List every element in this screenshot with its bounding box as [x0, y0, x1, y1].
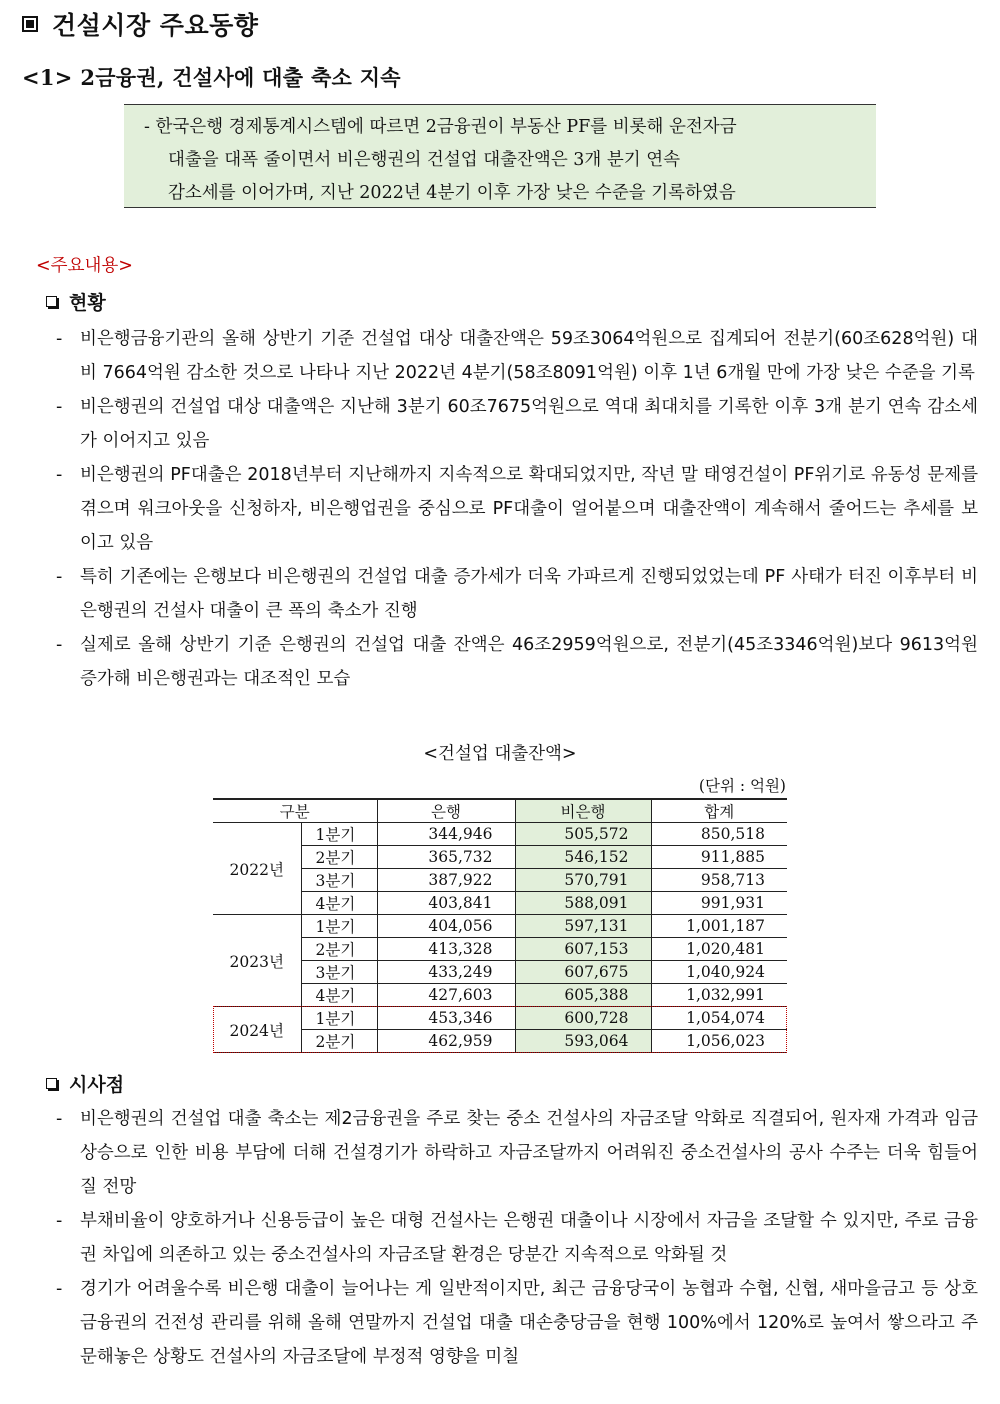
- quarter-cell: 4분기: [301, 984, 377, 1007]
- summary-line: - 한국은행 경제통계시스템에 따르면 2금융권이 부동산 PF를 비롯해 운전자금: [144, 117, 737, 137]
- bullet-text: 비은행권의 건설업 대출 축소는 제2금융권을 주로 찾는 중소 건설사의 자금조달 악화로 직결되어, 원자재 가격과 임금 상승으로 인한 비용 부담에 더해 건설경기가 하락하고 자금조달까지 어려워진 중소건설사의 공사 수주는 더욱 힘들어질 전망: [80, 1109, 978, 1197]
- quarter-cell: 1분기: [301, 823, 377, 846]
- bullet-text: 비은행권의 건설업 대상 대출액은 지난해 3분기 60조7675억원으로 역대 최대치를 기록한 이후 3개 분기 연속 감소세가 이어지고 있음: [80, 397, 978, 451]
- nonbank-cell: 607,675: [515, 961, 651, 984]
- filled-square-icon: [22, 16, 38, 32]
- year-cell: 2023년: [213, 915, 301, 1007]
- total-cell: 958,713: [651, 869, 787, 892]
- section-title-text: 건설시장 주요동향: [52, 11, 259, 40]
- bank-cell: 453,346: [377, 1007, 515, 1030]
- bullet-text: 경기가 어려울수록 비은행 대출이 늘어나는 게 일반적이지만, 최근 금융당국이 농협과 수협, 신협, 새마을금고 등 상호금융권의 건전성 관리를 위해 올해 연말까지 건설업 대출 대손충당금을 현행 100%에서 120%로 높여서 쌓으라고 주문해놓은 상황도 건설사의 자금조달에 부정적 영향을 미칠: [80, 1279, 978, 1367]
- nonbank-cell: 593,064: [515, 1030, 651, 1053]
- total-cell: 1,001,187: [651, 915, 787, 938]
- bank-cell: 344,946: [377, 823, 515, 846]
- total-cell: 1,020,481: [651, 938, 787, 961]
- table-row: [213, 915, 787, 938]
- bank-cell: 404,056: [377, 915, 515, 938]
- nonbank-cell: 570,791: [515, 869, 651, 892]
- header-category: 구분: [213, 799, 377, 823]
- section-title: [22, 6, 258, 42]
- nonbank-cell: 588,091: [515, 892, 651, 915]
- nonbank-cell: 505,572: [515, 823, 651, 846]
- list-item: - 비은행권의 PF대출은 2018년부터 지난해까지 지속적으로 확대되었지만, 작년 말 태영건설이 PF위기로 유동성 문제를 겪으며 워크아웃을 신청하자, 비은행업권을 중심으로 PF대출이 얼어붙으며 대출잔액이 계속해서 줄어드는 추세를 보이고 있음: [56, 458, 978, 560]
- list-item: - 비은행권의 건설업 대상 대출액은 지난해 3분기 60조7675억원으로 역대 최대치를 기록한 이후 3개 분기 연속 감소세가 이어지고 있음: [56, 390, 978, 458]
- header-total: 합계: [651, 799, 787, 823]
- quarter-cell: 1분기: [301, 1007, 377, 1030]
- total-cell: 850,518: [651, 823, 787, 846]
- header-nonbank: 비은행: [515, 799, 651, 823]
- implications-bullet-list: [56, 1102, 978, 1374]
- table-header-row: [213, 799, 787, 823]
- bullet-text: 실제로 올해 상반기 기준 은행권의 건설업 대출 잔액은 46조2959억원으로, 전분기(45조3346억원)보다 9613억원 증가해 비은행권과는 대조적인 모습: [80, 635, 978, 689]
- nonbank-cell: 600,728: [515, 1007, 651, 1030]
- square-bullet-icon: [46, 296, 57, 307]
- bank-cell: 365,732: [377, 846, 515, 869]
- implications-heading: [46, 1070, 124, 1097]
- nonbank-cell: 597,131: [515, 915, 651, 938]
- summary-line: 대출을 대폭 줄이면서 비은행권의 건설업 대출잔액은 3개 분기 연속: [168, 150, 681, 170]
- total-cell: 1,040,924: [651, 961, 787, 984]
- bank-cell: 462,959: [377, 1030, 515, 1053]
- list-item: - 경기가 어려울수록 비은행 대출이 늘어나는 게 일반적이지만, 최근 금융당국이 농협과 수협, 신협, 새마을금고 등 상호금융권의 건전성 관리를 위해 올해 연말까지 건설업 대출 대손충당금을 현행 100%에서 120%로 높여서 쌓으라고 주문해놓은 상황도 건설사의 자금조달에 부정적 영향을 미칠: [56, 1272, 978, 1374]
- status-heading: [46, 288, 106, 315]
- bank-cell: 403,841: [377, 892, 515, 915]
- bank-cell: 387,922: [377, 869, 515, 892]
- list-item: - 비은행권의 건설업 대출 축소는 제2금융권을 주로 찾는 중소 건설사의 자금조달 악화로 직결되어, 원자재 가격과 임금 상승으로 인한 비용 부담에 더해 건설경기가 하락하고 자금조달까지 어려워진 중소건설사의 공사 수주는 더욱 힘들어질 전망: [56, 1102, 978, 1204]
- bank-cell: 433,249: [377, 961, 515, 984]
- total-cell: 911,885: [651, 846, 787, 869]
- bank-cell: 427,603: [377, 984, 515, 1007]
- year-cell: 2024년: [213, 1007, 301, 1053]
- quarter-cell: 3분기: [301, 961, 377, 984]
- year-cell: 2022년: [213, 823, 301, 915]
- quarter-cell: 3분기: [301, 869, 377, 892]
- bullet-text: 비은행금융기관의 올해 상반기 기준 건설업 대상 대출잔액은 59조3064억원으로 집계되어 전분기(60조628억원) 대비 7664억원 감소한 것으로 나타나 지난 2022년 4분기(58조8091억원) 이후 1년 6개월 만에 가장 낮은 수준을 기록: [80, 329, 978, 383]
- total-cell: 1,056,023: [651, 1030, 787, 1053]
- list-item: - 특히 기존에는 은행보다 비은행권의 건설업 대출 증가세가 더욱 가파르게 진행되었었는데 PF 사태가 터진 이후부터 비은행권의 건설사 대출이 큰 폭의 축소가 진행: [56, 560, 978, 628]
- quarter-cell: 2분기: [301, 938, 377, 961]
- table-row: [213, 823, 787, 846]
- summary-box: [124, 104, 876, 208]
- table-unit: (단위 : 억원): [698, 777, 786, 795]
- header-bank: 은행: [377, 799, 515, 823]
- status-bullet-list: [56, 322, 978, 696]
- list-item: - 부채비율이 양호하거나 신용등급이 높은 대형 건설사는 은행권 대출이나 시장에서 자금을 조달할 수 있지만, 주로 금융권 차입에 의존하고 있는 중소건설사의 자금조달 환경은 당분간 지속적으로 악화될 것: [56, 1204, 978, 1272]
- summary-line: 감소세를 이어가며, 지난 2022년 4분기 이후 가장 낮은 수준을 기록하였음: [168, 183, 736, 203]
- quarter-cell: 2분기: [301, 1030, 377, 1053]
- total-cell: 1,054,074: [651, 1007, 787, 1030]
- total-cell: 991,931: [651, 892, 787, 915]
- nonbank-cell: 546,152: [515, 846, 651, 869]
- status-heading-text: 현황: [69, 292, 106, 314]
- main-content-heading: <주요내용>: [36, 256, 133, 276]
- article-title: <1> 2금융권, 건설사에 대출 축소 지속: [22, 65, 401, 90]
- bullet-text: 부채비율이 양호하거나 신용등급이 높은 대형 건설사는 은행권 대출이나 시장에서 자금을 조달할 수 있지만, 주로 금융권 차입에 의존하고 있는 중소건설사의 자금조달 환경은 당분간 지속적으로 악화될 것: [80, 1211, 978, 1265]
- bullet-text: 특히 기존에는 은행보다 비은행권의 건설업 대출 증가세가 더욱 가파르게 진행되었었는데 PF 사태가 터진 이후부터 비은행권의 건설사 대출이 큰 폭의 축소가 진행: [80, 567, 978, 621]
- implications-heading-text: 시사점: [69, 1074, 125, 1096]
- bank-cell: 413,328: [377, 938, 515, 961]
- table-row: [213, 1007, 787, 1030]
- table-title: <건설업 대출잔액>: [423, 744, 577, 764]
- list-item: - 비은행금융기관의 올해 상반기 기준 건설업 대상 대출잔액은 59조3064억원으로 집계되어 전분기(60조628억원) 대비 7664억원 감소한 것으로 나타나 지난 2022년 4분기(58조8091억원) 이후 1년 6개월 만에 가장 낮은 수준을 기록: [56, 322, 978, 390]
- nonbank-cell: 605,388: [515, 984, 651, 1007]
- list-item: - 실제로 올해 상반기 기준 은행권의 건설업 대출 잔액은 46조2959억원으로, 전분기(45조3346억원)보다 9613억원 증가해 비은행권과는 대조적인 모습: [56, 628, 978, 696]
- total-cell: 1,032,991: [651, 984, 787, 1007]
- nonbank-cell: 607,153: [515, 938, 651, 961]
- quarter-cell: 2분기: [301, 846, 377, 869]
- quarter-cell: 4분기: [301, 892, 377, 915]
- loan-balance-table: [213, 798, 787, 1053]
- bullet-text: 비은행권의 PF대출은 2018년부터 지난해까지 지속적으로 확대되었지만, 작년 말 태영건설이 PF위기로 유동성 문제를 겪으며 워크아웃을 신청하자, 비은행업권을 중심으로 PF대출이 얼어붙으며 대출잔액이 계속해서 줄어드는 추세를 보이고 있음: [80, 465, 978, 553]
- square-bullet-icon: [46, 1078, 57, 1089]
- quarter-cell: 1분기: [301, 915, 377, 938]
